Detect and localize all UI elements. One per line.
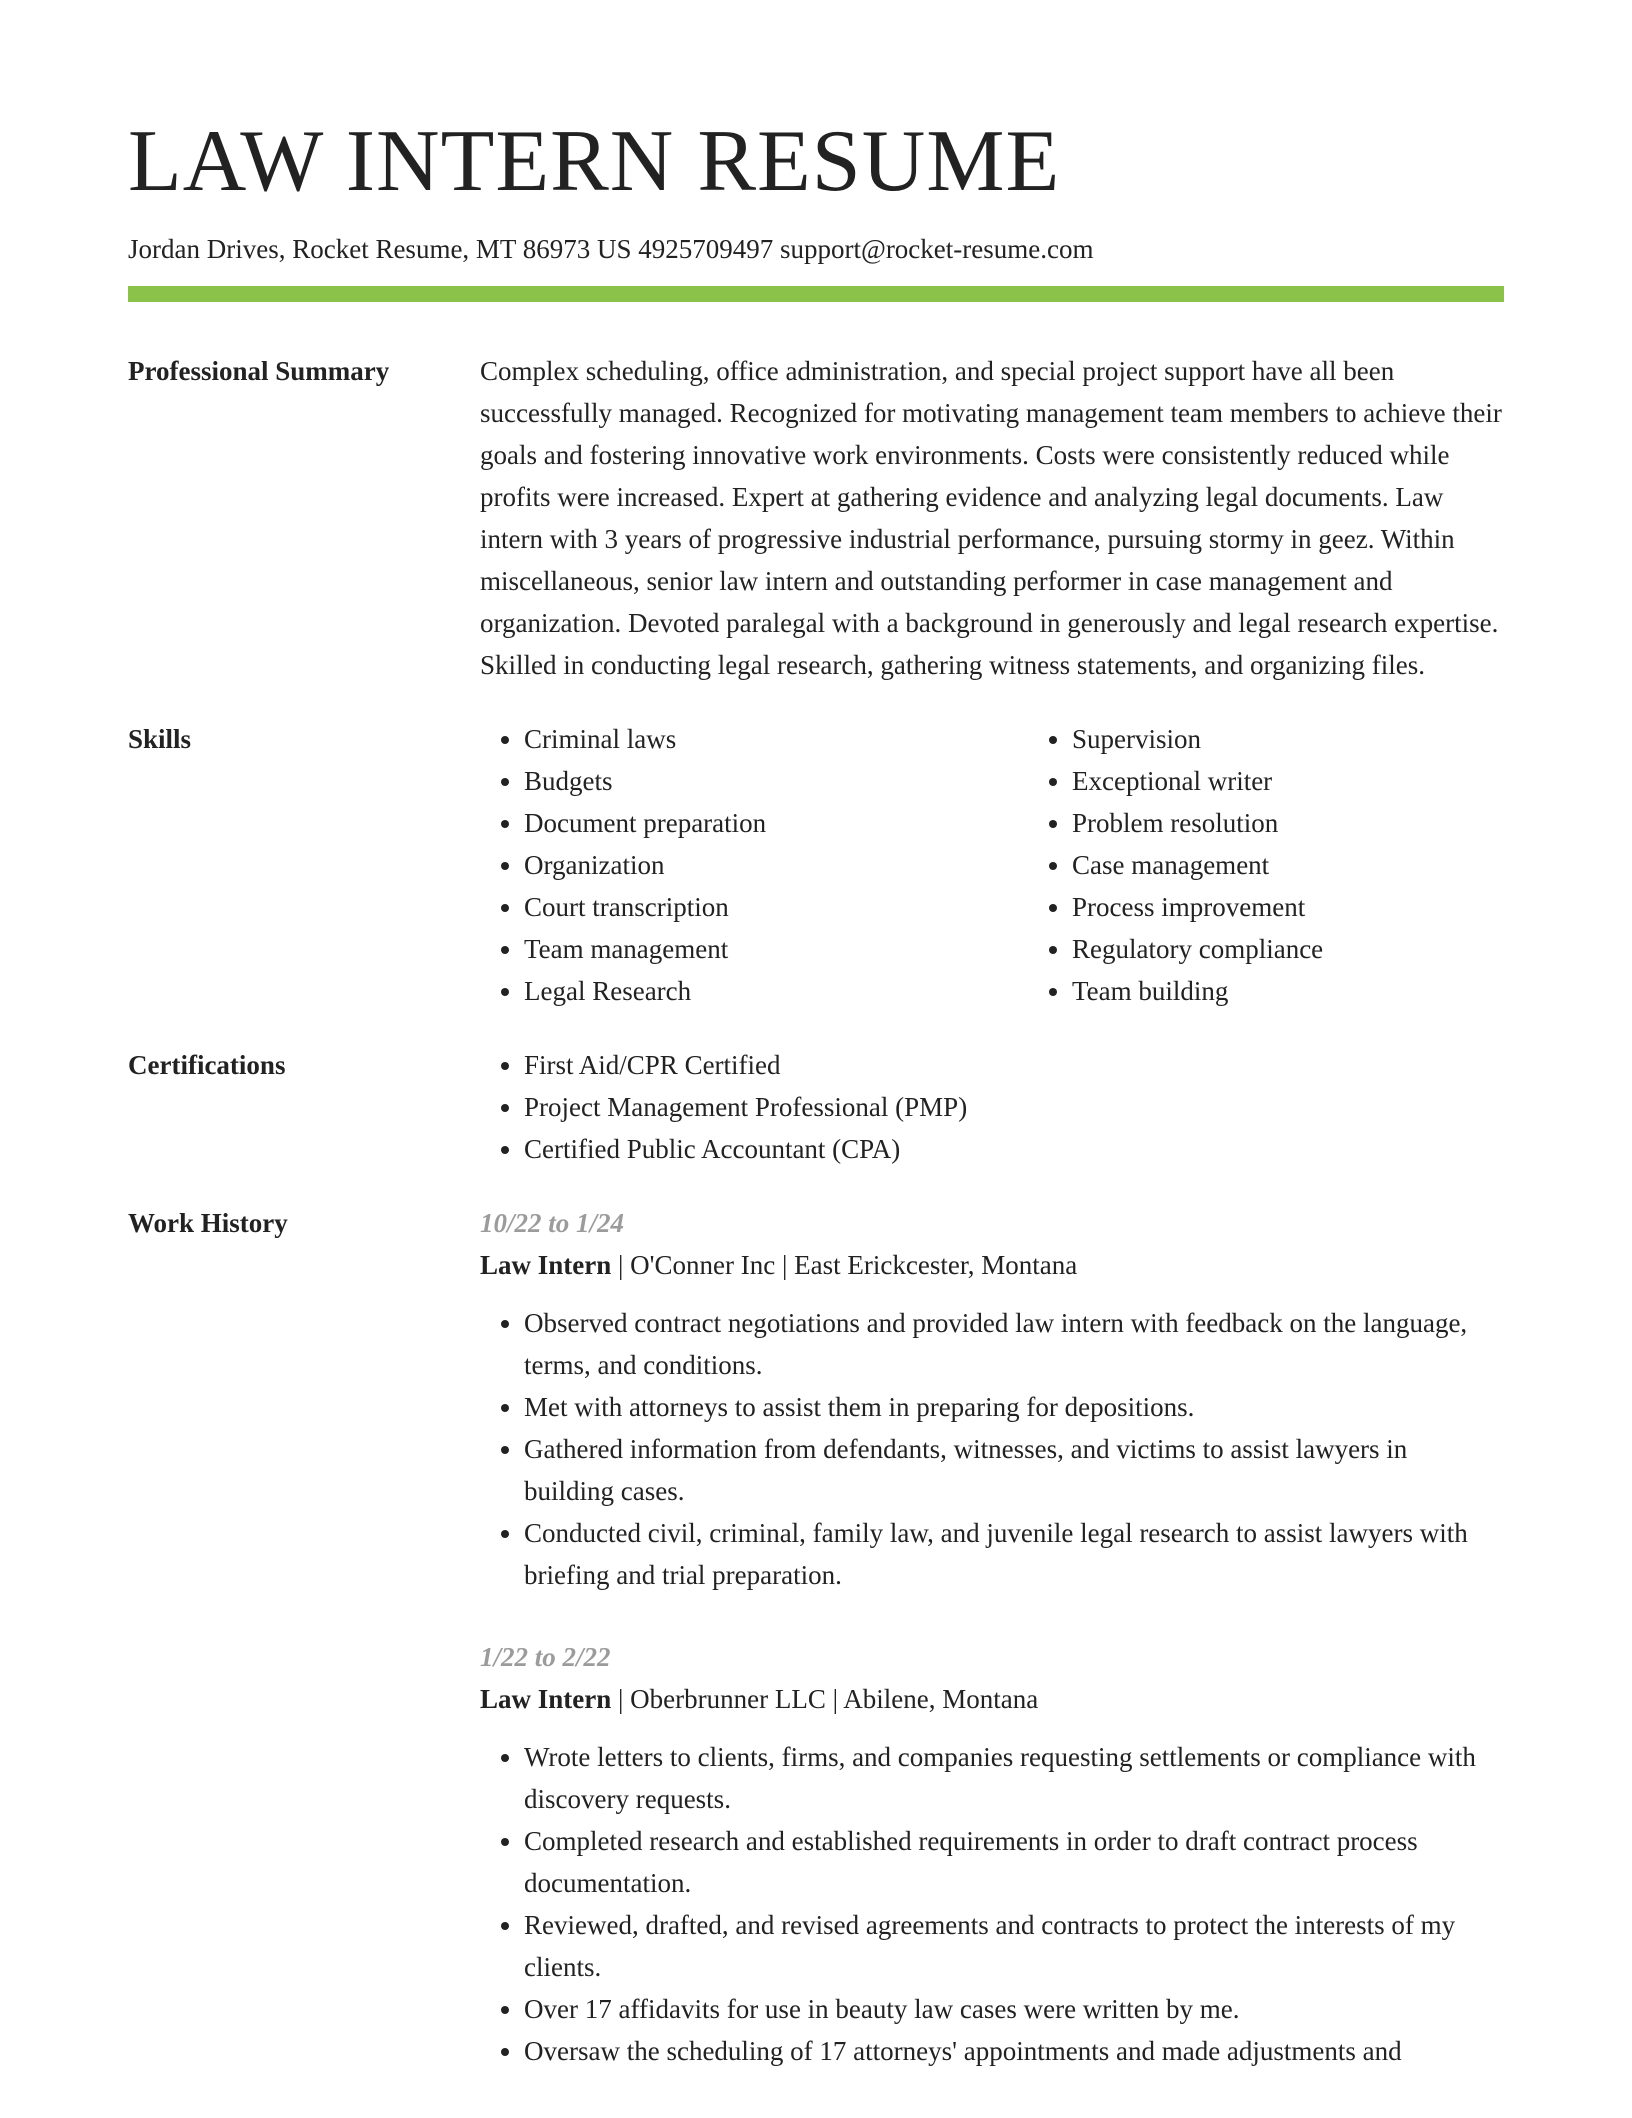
job-entry: [480, 1202, 1504, 1596]
job-details: | O'Conner Inc | East Erickcester, Montana: [611, 1250, 1078, 1280]
skill-item: • Budgets: [524, 760, 1028, 802]
job-bullet: • Over 17 affidavits for use in beauty law cases were written by me.: [524, 1988, 1504, 2030]
job-dates: 10/22 to 1/24: [480, 1208, 625, 1238]
skill-item: • Team management: [524, 928, 1028, 970]
job-bullet: • Conducted civil, criminal, family law, and juvenile legal research to assist lawyers with briefing and trial preparation.: [524, 1512, 1504, 1596]
skill-item: • Case management: [1072, 844, 1323, 886]
job-bullet: • Wrote letters to clients, firms, and companies requesting settlements or compliance with discovery requests.: [524, 1736, 1504, 1820]
section-label: Certifications: [128, 1050, 286, 1080]
professional-summary-section: [128, 350, 1504, 686]
skill-item: • Problem resolution: [1072, 802, 1323, 844]
skill-item: • Criminal laws: [524, 718, 1028, 760]
skill-item: • Document preparation: [524, 802, 1028, 844]
job-dates: 1/22 to 2/22: [480, 1642, 611, 1672]
skill-item: • Organization: [524, 844, 1028, 886]
section-label: Professional Summary: [128, 356, 390, 386]
contact-info: Jordan Drives, Rocket Resume, MT 86973 US 4925709497 support@rocket-resume.com: [128, 234, 1094, 264]
work-history-section: [128, 1202, 1504, 2086]
certifications-section: [128, 1044, 1504, 1170]
skill-item: • Supervision: [1072, 718, 1323, 760]
skill-item: • Team building: [1072, 970, 1323, 1012]
skill-item: • Legal Research: [524, 970, 1028, 1012]
certification-item: • First Aid/CPR Certified: [524, 1044, 1504, 1086]
resume-title: LAW INTERN RESUME: [128, 113, 1061, 210]
job-bullet: • Completed research and established requirements in order to draft contract process documentation.: [524, 1820, 1504, 1904]
skills-section: [128, 718, 1504, 1012]
skill-item: • Exceptional writer: [1072, 760, 1323, 802]
job-entry: [480, 1636, 1504, 2072]
job-title: Law Intern: [480, 1684, 612, 1714]
certifications-list: [480, 1044, 1504, 1170]
job-bullets: [480, 1736, 1504, 2072]
job-bullet: • Reviewed, drafted, and revised agreements and contracts to protect the interests of my clients.: [524, 1904, 1504, 1988]
certification-item: • Project Management Professional (PMP): [524, 1086, 1504, 1128]
skill-item: • Process improvement: [1072, 886, 1323, 928]
job-details: | Oberbrunner LLC | Abilene, Montana: [611, 1684, 1039, 1714]
resume-content: [128, 350, 1504, 2118]
section-label: Work History: [128, 1208, 288, 1238]
skills-list-left: [480, 718, 1028, 1012]
skills-list-right: [1028, 718, 1323, 1012]
skill-item: • Regulatory compliance: [1072, 928, 1323, 970]
job-bullet: • Met with attorneys to assist them in preparing for depositions.: [524, 1386, 1504, 1428]
job-bullet: • Gathered information from defendants, witnesses, and victims to assist lawyers in building cases.: [524, 1428, 1504, 1512]
summary-text: Complex scheduling, office administration, and special project support have all been successfully managed. Recognized for motivating management team members to achieve their goals and fostering innovative work environments. Costs were consistently reduced while profits were increased. Expert at gathering evidence and analyzing legal documents. Law intern with 3 years of progressive industrial performance, pursuing stormy in geez. Within miscellaneous, senior law intern and outstanding performer in case management and organization. Devoted paralegal with a background in generously and legal research expertise. Skilled in conducting legal research, gathering witness statements, and organizing files.: [480, 356, 1502, 680]
job-heading: [480, 1678, 1504, 1720]
job-bullet: • Observed contract negotiations and provided law intern with feedback on the language, terms, and conditions.: [524, 1302, 1504, 1386]
skill-item: • Court transcription: [524, 886, 1028, 928]
job-bullets: [480, 1302, 1504, 1596]
certification-item: • Certified Public Accountant (CPA): [524, 1128, 1504, 1170]
section-label: Skills: [128, 724, 192, 754]
job-bullet: • Oversaw the scheduling of 17 attorneys' appointments and made adjustments and: [524, 2030, 1504, 2072]
job-heading: [480, 1244, 1504, 1286]
job-title: Law Intern: [480, 1250, 612, 1280]
accent-divider: [128, 286, 1504, 302]
